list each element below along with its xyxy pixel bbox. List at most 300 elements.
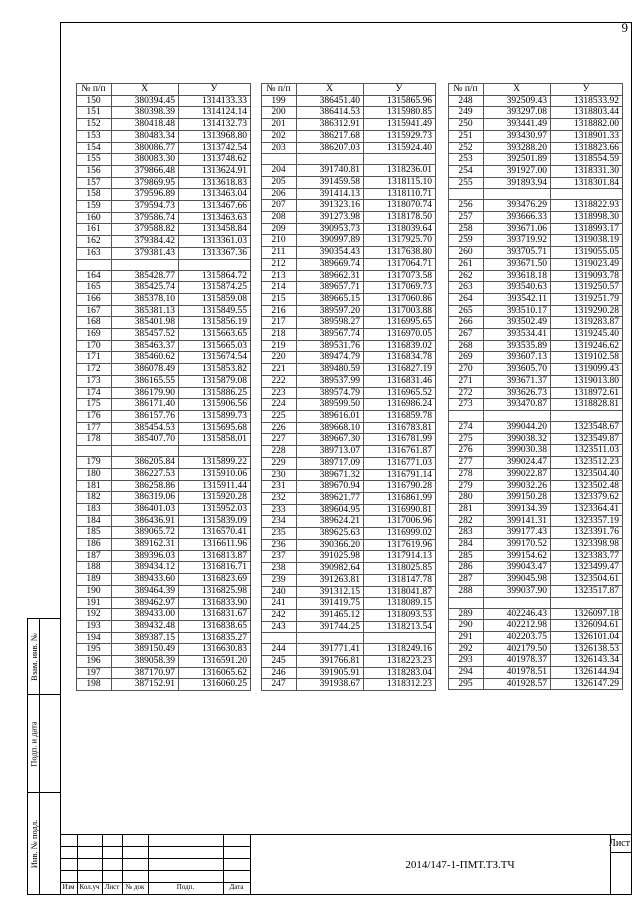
cell-x: 389387.15	[112, 632, 179, 644]
cell-num: 232	[262, 492, 297, 504]
cell-x: 385457.52	[112, 329, 179, 341]
cell-num: 267	[449, 329, 484, 341]
cell-y: 1315920.28	[179, 492, 251, 504]
table-row	[262, 492, 436, 504]
cell-x: 389669.74	[297, 258, 364, 270]
table-row	[449, 340, 623, 352]
cell-num: 208	[262, 212, 297, 224]
cell-x	[112, 259, 179, 270]
cell-x: 390982.64	[297, 563, 364, 575]
cell-num: 178	[77, 434, 112, 446]
cell-num: 204	[262, 165, 297, 177]
cell-num: 213	[262, 270, 297, 282]
cell-num: 233	[262, 504, 297, 516]
table-row	[262, 305, 436, 317]
cell-y: 1318993.17	[551, 223, 623, 235]
table-row	[262, 340, 436, 352]
cell-num: 251	[449, 130, 484, 142]
col-header-y: У	[364, 84, 436, 96]
table-row	[77, 352, 251, 364]
cell-num: 173	[77, 375, 112, 387]
cell-x: 391263.81	[297, 574, 364, 586]
cell-y: 1317619.96	[364, 539, 436, 551]
cell-x: 379869.95	[112, 177, 179, 189]
cell-x: 393719.92	[484, 235, 551, 247]
cell-x: 389624.21	[297, 516, 364, 528]
cell-y: 1318312.23	[364, 679, 436, 691]
cell-x: 380086.77	[112, 142, 179, 154]
table-row	[77, 515, 251, 527]
cell-x: 389065.72	[112, 527, 179, 539]
table-row	[449, 293, 623, 305]
cell-x: 399170.52	[484, 539, 551, 551]
cell-x: 386157.76	[112, 410, 179, 422]
cell-num: 174	[77, 387, 112, 399]
table-row	[262, 446, 436, 458]
cell-num: 280	[449, 492, 484, 504]
cell-x: 386179.90	[112, 387, 179, 399]
table-row	[449, 421, 623, 433]
cell-num: 159	[77, 201, 112, 213]
table-row	[77, 95, 251, 107]
table-row	[262, 270, 436, 282]
cell-x: 393534.41	[484, 329, 551, 341]
table-row	[77, 317, 251, 329]
cell-x: 391766.81	[297, 656, 364, 668]
table-row	[262, 387, 436, 399]
table-row	[77, 293, 251, 305]
cell-num: 170	[77, 340, 112, 352]
cell-num: 229	[262, 457, 297, 469]
cell-x: 393510.17	[484, 305, 551, 317]
table-row	[77, 446, 251, 457]
cell-y: 1315899.73	[179, 410, 251, 422]
cell-num: 245	[262, 656, 297, 668]
cell-num: 198	[77, 679, 112, 691]
table-row	[262, 621, 436, 633]
cell-x: 389713.07	[297, 446, 364, 458]
table-row	[449, 212, 623, 224]
cell-x: 391025.98	[297, 551, 364, 563]
cell-num: 177	[77, 422, 112, 434]
cell-y: 1326101.04	[551, 631, 623, 643]
table-row	[262, 258, 436, 270]
cell-y: 1319283.87	[551, 317, 623, 329]
table-row	[77, 656, 251, 668]
cell-num: 181	[77, 480, 112, 492]
cell-num: 184	[77, 515, 112, 527]
cell-y: 1315929.73	[364, 130, 436, 142]
cell-num: 150	[77, 95, 112, 107]
cell-y: 1323511.03	[551, 445, 623, 457]
cell-x	[297, 154, 364, 165]
cell-y: 1317003.88	[364, 305, 436, 317]
cell-x: 385454.53	[112, 422, 179, 434]
cell-y: 1323512.23	[551, 457, 623, 469]
cell-x: 389058.39	[112, 656, 179, 668]
cell-y: 1326144.94	[551, 667, 623, 679]
cell-num: 182	[77, 492, 112, 504]
cell-x: 389598.27	[297, 317, 364, 329]
table-row	[262, 516, 436, 528]
table-row	[449, 410, 623, 421]
cell-num: 193	[77, 620, 112, 632]
table-row	[77, 119, 251, 131]
cell-y: 1316781.99	[364, 434, 436, 446]
table-row	[77, 562, 251, 574]
cell-num: 274	[449, 421, 484, 433]
caption-count: Кол.уч	[79, 883, 100, 891]
cell-y: 1318236.01	[364, 165, 436, 177]
table-row	[262, 119, 436, 131]
table-row	[449, 457, 623, 469]
cell-x: 391744.25	[297, 621, 364, 633]
cell-y: 1316783.81	[364, 422, 436, 434]
cell-x: 391927.00	[484, 165, 551, 177]
cell-x: 389567.74	[297, 329, 364, 341]
table-row	[77, 305, 251, 317]
table-row	[77, 201, 251, 213]
table-row	[77, 527, 251, 539]
cell-x: 386312.91	[297, 119, 364, 131]
cell-num: 281	[449, 503, 484, 515]
cell-y: 1313968.80	[179, 130, 251, 142]
cell-x: 390354.43	[297, 247, 364, 259]
cell-num: 283	[449, 527, 484, 539]
table-row	[262, 317, 436, 329]
cell-y: 1326097.18	[551, 608, 623, 620]
cell-num: 265	[449, 305, 484, 317]
cell-num	[262, 154, 297, 165]
table-row	[449, 107, 623, 119]
cell-y: 1319290.28	[551, 305, 623, 317]
cell-num: 240	[262, 586, 297, 598]
cell-x: 393605.70	[484, 364, 551, 376]
table-row	[262, 598, 436, 610]
caption-date: Дата	[229, 883, 244, 891]
cell-x: 389162.31	[112, 539, 179, 551]
cell-num: 257	[449, 212, 484, 224]
cell-x: 386401.03	[112, 503, 179, 515]
table-row	[77, 165, 251, 177]
table-row	[449, 189, 623, 200]
cell-num: 153	[77, 130, 112, 142]
cell-x: 393430.97	[484, 130, 551, 142]
cell-y: 1316970.05	[364, 329, 436, 341]
cell-x: 389537.99	[297, 375, 364, 387]
cell-x: 391740.81	[297, 165, 364, 177]
cell-num: 292	[449, 643, 484, 655]
col-header-y: У	[179, 84, 251, 96]
table-row	[262, 107, 436, 119]
cell-x: 386319.06	[112, 492, 179, 504]
cell-x: 387152.91	[112, 679, 179, 691]
cell-x: 393705.71	[484, 247, 551, 259]
table-row	[449, 247, 623, 259]
cell-num: 258	[449, 223, 484, 235]
cell-x: 393288.20	[484, 142, 551, 154]
coordinates-table-2	[261, 83, 436, 691]
table-row	[77, 224, 251, 236]
cell-num: 206	[262, 188, 297, 200]
cell-y: 1317060.86	[364, 293, 436, 305]
cell-y: 1318110.71	[364, 188, 436, 200]
cell-y: 1323398.98	[551, 539, 623, 551]
cell-y: 1318301.84	[551, 177, 623, 189]
cell-num: 279	[449, 480, 484, 492]
cell-num: 268	[449, 340, 484, 352]
cell-x	[484, 189, 551, 200]
cell-num: 231	[262, 481, 297, 493]
table-row	[77, 422, 251, 434]
table-row	[262, 293, 436, 305]
cell-x: 389531.76	[297, 340, 364, 352]
cell-num: 195	[77, 644, 112, 656]
table-row	[262, 399, 436, 411]
table-row	[449, 678, 623, 690]
table-row	[77, 130, 251, 142]
cell-x: 379588.82	[112, 224, 179, 236]
cell-y: 1316570.41	[179, 527, 251, 539]
cell-y: 1318025.85	[364, 563, 436, 575]
cell-y: 1316816.71	[179, 562, 251, 574]
cell-num: 200	[262, 107, 297, 119]
cell-x: 386205.84	[112, 457, 179, 469]
table-row	[262, 188, 436, 200]
cell-y: 1316591.20	[179, 656, 251, 668]
table-row	[262, 282, 436, 294]
table-row	[449, 119, 623, 131]
table-row	[449, 317, 623, 329]
cell-num: 217	[262, 317, 297, 329]
cell-x: 393626.73	[484, 387, 551, 399]
table-row	[449, 270, 623, 282]
cell-y: 1316999.02	[364, 528, 436, 540]
cell-num: 214	[262, 282, 297, 294]
table-row	[449, 177, 623, 189]
table-row	[77, 434, 251, 446]
table-row	[262, 165, 436, 177]
table-row	[449, 631, 623, 643]
cell-y: 1318283.04	[364, 667, 436, 679]
cell-y: 1318178.50	[364, 212, 436, 224]
cell-y: 1323548.67	[551, 421, 623, 433]
cell-y: 1315849.55	[179, 305, 251, 317]
cell-num: 191	[77, 597, 112, 609]
cell-num: 220	[262, 352, 297, 364]
cell-num: 203	[262, 142, 297, 154]
cell-x: 391273.98	[297, 212, 364, 224]
table-row	[77, 364, 251, 376]
cell-y: 1315874.25	[179, 282, 251, 294]
cell-x: 386171.40	[112, 399, 179, 411]
cell-x: 393671.06	[484, 223, 551, 235]
cell-y: 1316839.02	[364, 340, 436, 352]
table-row	[449, 375, 623, 387]
cell-y	[179, 259, 251, 270]
table-row	[262, 539, 436, 551]
cell-y: 1315980.85	[364, 107, 436, 119]
table-row	[77, 387, 251, 399]
cell-x: 391323.16	[297, 200, 364, 212]
cell-y: 1323502.48	[551, 480, 623, 492]
cell-num: 270	[449, 364, 484, 376]
cell-x: 390997.89	[297, 235, 364, 247]
cell-y: 1316823.69	[179, 574, 251, 586]
table-row	[262, 667, 436, 679]
cell-y: 1315663.65	[179, 329, 251, 341]
table-row	[262, 200, 436, 212]
cell-num	[77, 446, 112, 457]
table-row	[77, 539, 251, 551]
title-block	[60, 834, 632, 895]
cell-y: 1326147.29	[551, 678, 623, 690]
cell-num: 199	[262, 95, 297, 107]
cell-num	[449, 410, 484, 421]
cell-num: 271	[449, 375, 484, 387]
table-row	[262, 154, 436, 165]
cell-num: 166	[77, 293, 112, 305]
cell-y: 1313618.83	[179, 177, 251, 189]
cell-num: 266	[449, 317, 484, 329]
cell-x: 385407.70	[112, 434, 179, 446]
cell-x: 386414.53	[297, 107, 364, 119]
cell-x: 389433.60	[112, 574, 179, 586]
table-row	[449, 643, 623, 655]
cell-y: 1315839.09	[179, 515, 251, 527]
cell-y: 1315859.08	[179, 293, 251, 305]
caption-change: Изм	[62, 883, 75, 891]
cell-y: 1318901.33	[551, 130, 623, 142]
cell-num: 179	[77, 457, 112, 469]
cell-x: 386207.03	[297, 142, 364, 154]
cell-y: 1314124.14	[179, 107, 251, 119]
cell-num: 242	[262, 609, 297, 621]
cell-y: 1316791.14	[364, 469, 436, 481]
cell-num: 163	[77, 247, 112, 259]
table-row	[77, 259, 251, 270]
table-row	[449, 235, 623, 247]
table-row	[449, 445, 623, 457]
cell-y: 1315952.03	[179, 503, 251, 515]
cell-num: 219	[262, 340, 297, 352]
table-row	[262, 528, 436, 540]
table-row	[77, 236, 251, 248]
cell-x: 393535.89	[484, 340, 551, 352]
cell-y	[551, 597, 623, 608]
col-header-num: № п/п	[77, 84, 112, 96]
cell-num: 226	[262, 422, 297, 434]
col-header-x: X	[297, 84, 364, 96]
table-row	[262, 130, 436, 142]
caption-signature: Подп.	[176, 883, 195, 891]
cell-x: 389621.77	[297, 492, 364, 504]
cell-num: 215	[262, 293, 297, 305]
cell-x: 391893.94	[484, 177, 551, 189]
cell-x: 379381.43	[112, 247, 179, 259]
table-row	[262, 586, 436, 598]
cell-y: 1319246.62	[551, 340, 623, 352]
cell-x: 389665.15	[297, 293, 364, 305]
cell-y: 1316833.90	[179, 597, 251, 609]
table-row	[77, 503, 251, 515]
cell-x: 389657.71	[297, 282, 364, 294]
cell-y: 1318828.81	[551, 399, 623, 411]
cell-num: 247	[262, 679, 297, 691]
table-row	[77, 154, 251, 166]
cell-num: 167	[77, 305, 112, 317]
cell-x: 386217.68	[297, 130, 364, 142]
cell-x: 389462.97	[112, 597, 179, 609]
table-row	[449, 503, 623, 515]
cell-y: 1315941.49	[364, 119, 436, 131]
cell-x: 391414.13	[297, 188, 364, 200]
cell-y: 1317638.80	[364, 247, 436, 259]
cell-y: 1318554.59	[551, 154, 623, 166]
table-row	[262, 434, 436, 446]
cell-y: 1313463.04	[179, 189, 251, 201]
cell-y	[551, 410, 623, 421]
cell-num: 209	[262, 223, 297, 235]
cell-y: 1315910.06	[179, 468, 251, 480]
table-row	[449, 539, 623, 551]
cell-y: 1315695.68	[179, 422, 251, 434]
cell-y: 1315858.01	[179, 434, 251, 446]
table-row	[77, 410, 251, 422]
table-row	[77, 480, 251, 492]
col-header-num: № п/п	[449, 84, 484, 96]
cell-num: 158	[77, 189, 112, 201]
cell-y: 1318803.44	[551, 107, 623, 119]
cell-x: 399030.38	[484, 445, 551, 457]
cell-num: 246	[262, 667, 297, 679]
cell-x: 385460.62	[112, 352, 179, 364]
cell-y: 1318213.54	[364, 621, 436, 633]
table-row	[77, 468, 251, 480]
cell-y: 1316831.67	[179, 609, 251, 621]
cell-x: 392509.43	[484, 95, 551, 107]
table-row	[262, 504, 436, 516]
table-row	[262, 679, 436, 691]
cell-num: 224	[262, 399, 297, 411]
cell-x: 399154.62	[484, 550, 551, 562]
cell-num: 165	[77, 282, 112, 294]
cell-x: 389671.32	[297, 469, 364, 481]
table-row	[449, 585, 623, 597]
cell-num: 236	[262, 539, 297, 551]
table-row	[77, 679, 251, 691]
table-row	[262, 574, 436, 586]
cell-num: 185	[77, 527, 112, 539]
cell-y: 1318147.78	[364, 574, 436, 586]
cell-y: 1313748.62	[179, 154, 251, 166]
cell-num	[262, 633, 297, 644]
col-header-x: X	[484, 84, 551, 96]
cell-x: 386436.91	[112, 515, 179, 527]
cell-y: 1317925.70	[364, 235, 436, 247]
table-row	[262, 633, 436, 644]
cell-x: 393618.18	[484, 270, 551, 282]
cell-y: 1318882.00	[551, 119, 623, 131]
cell-num: 210	[262, 235, 297, 247]
cell-y: 1315674.54	[179, 352, 251, 364]
cell-y: 1316986.24	[364, 399, 436, 411]
table-row	[262, 469, 436, 481]
table-row	[262, 364, 436, 376]
cell-num: 225	[262, 410, 297, 422]
table-row	[449, 399, 623, 411]
cell-y: 1313458.84	[179, 224, 251, 236]
